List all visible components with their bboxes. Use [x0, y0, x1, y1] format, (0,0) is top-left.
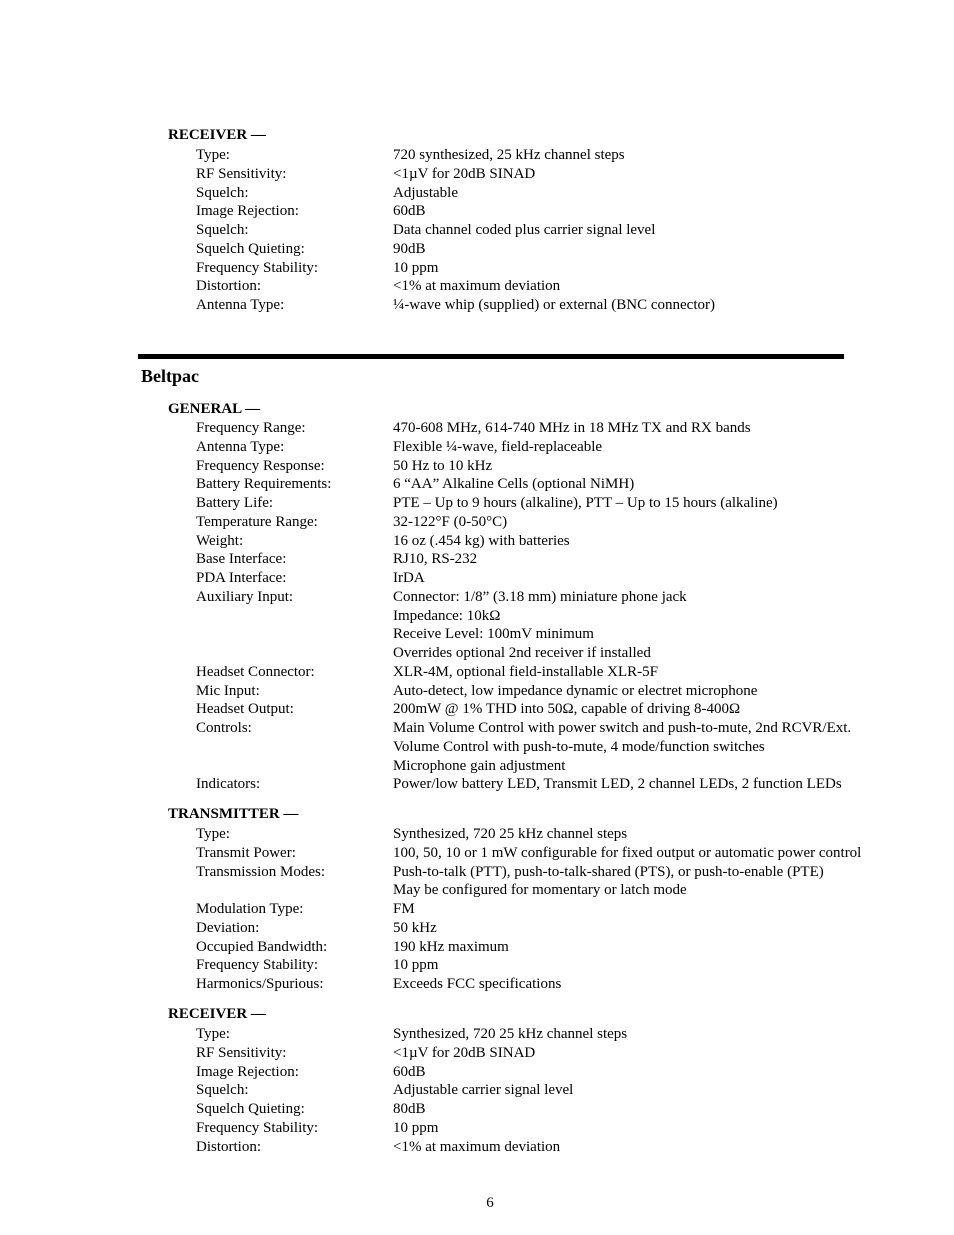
spec-value: [393, 719, 896, 775]
spec-row: [196, 588, 896, 663]
spec-row: [196, 259, 896, 278]
spec-value-line: 50 kHz: [393, 919, 437, 936]
spec-row: [196, 1063, 896, 1082]
spec-value-line: 60dB: [393, 203, 426, 220]
spec-row: [196, 494, 896, 513]
spec-label: PDA Interface:: [196, 570, 287, 586]
spec-value-line: Adjustable: [393, 184, 458, 201]
spec-value-line: 32-122°F (0-50°C): [393, 513, 508, 530]
spec-label: Battery Life:: [196, 495, 274, 511]
spec-row: [196, 1119, 896, 1138]
spec-label: Squelch:: [196, 1082, 249, 1099]
spec-row: [196, 863, 896, 901]
spec-row: [196, 1100, 896, 1119]
spec-value: [393, 682, 896, 701]
spec-row: [196, 438, 896, 457]
spec-value: [393, 532, 896, 551]
spec-value-line: Impedance: 10kΩ: [393, 607, 501, 624]
spec-row: [196, 550, 896, 569]
spec-value: [393, 438, 896, 457]
spec-label: Transmit Power:: [196, 844, 296, 861]
spec-label: Squelch:: [196, 184, 249, 201]
spec-label: Temperature Range:: [196, 513, 318, 530]
spec-label: Transmission Modes:: [196, 863, 326, 880]
spec-value-line: Receive Level: 100mV minimum: [393, 626, 594, 643]
spec-label: Headset Output:: [196, 701, 294, 718]
spec-row: [196, 296, 896, 315]
beltpac-title: Beltpac: [141, 366, 199, 386]
beltpac-receiver-section-heading: RECEIVER —: [168, 1006, 266, 1022]
spec-value: [393, 975, 896, 994]
spec-label: Frequency Stability:: [196, 259, 319, 276]
spec-value-line: 90dB: [393, 240, 426, 257]
spec-value-line: PTE – Up to 9 hours (alkaline), PTT – Up to 15 hours (alkaline): [393, 495, 778, 511]
spec-row: [196, 938, 896, 957]
receiver-section-heading: RECEIVER —: [168, 127, 266, 143]
spec-value: [393, 825, 896, 844]
spec-label: Image Rejection:: [196, 1063, 299, 1080]
spec-value-line: 100, 50, 10 or 1 mW configurable for fixed output or automatic power control: [393, 844, 862, 861]
spec-value: [393, 569, 896, 588]
spec-value-line: 470-608 MHz, 614-740 MHz in 18 MHz TX and RX bands: [393, 420, 751, 436]
spec-row: [196, 146, 896, 165]
spec-label: Squelch Quieting:: [196, 1101, 305, 1117]
spec-label: Antenna Type:: [196, 438, 285, 455]
spec-label: Battery Requirements:: [196, 476, 332, 493]
spec-value-line: Exceeds FCC specifications: [393, 976, 562, 992]
spec-row: [196, 1025, 896, 1044]
spec-value: [393, 1138, 896, 1157]
spec-value: [393, 1063, 896, 1082]
spec-row: [196, 184, 896, 203]
spec-label: RF Sensitivity:: [196, 1044, 287, 1061]
spec-value: [393, 240, 896, 259]
spec-value: [393, 184, 896, 203]
spec-value-line: 80dB: [393, 1101, 426, 1117]
spec-value: [393, 663, 896, 682]
spec-value-line: ¼-wave whip (supplied) or external (BNC connector): [393, 297, 715, 313]
spec-value-line: Auto-detect, low impedance dynamic or electret microphone: [393, 682, 758, 699]
spec-row: [196, 513, 896, 532]
spec-label: Frequency Stability:: [196, 1119, 319, 1136]
spec-row: [196, 475, 896, 494]
spec-label: Mic Input:: [196, 682, 260, 699]
spec-value-line: Connector: 1/8” (3.18 mm) miniature phone jack: [393, 588, 687, 605]
spec-value: [393, 863, 896, 901]
spec-label: Frequency Range:: [196, 420, 306, 436]
receiver-spec-list: [196, 146, 896, 315]
spec-value-line: 200mW @ 1% THD into 50Ω, capable of driving 8-400Ω: [393, 701, 741, 718]
beltpac-receiver-spec-list: [196, 1025, 896, 1156]
spec-row: [196, 956, 896, 975]
spec-value-line: 190 kHz maximum: [393, 938, 509, 955]
spec-value-line: IrDA: [393, 570, 425, 586]
spec-value-line: 50 Hz to 10 kHz: [393, 457, 493, 474]
spec-value: [393, 1100, 896, 1119]
spec-row: [196, 844, 896, 863]
spec-label: RF Sensitivity:: [196, 165, 287, 182]
spec-row: [196, 569, 896, 588]
spec-value: [393, 956, 896, 975]
spec-value: [393, 277, 896, 296]
spec-value: [393, 919, 896, 938]
spec-value: [393, 775, 896, 794]
spec-row: [196, 532, 896, 551]
spec-label: Harmonics/Spurious:: [196, 976, 324, 992]
spec-value-line: XLR-4M, optional field-installable XLR-5F: [393, 663, 658, 680]
spec-value: [393, 457, 896, 476]
spec-value-line: Flexible ¼-wave, field-replaceable: [393, 438, 603, 455]
spec-value-line: Power/low battery LED, Transmit LED, 2 channel LEDs, 2 function LEDs: [393, 776, 842, 793]
spec-value-line: Adjustable carrier signal level: [393, 1082, 574, 1099]
page-number: 6: [486, 1195, 494, 1211]
spec-label: Frequency Stability:: [196, 957, 319, 974]
spec-value-line: 6 “AA” Alkaline Cells (optional NiMH): [393, 476, 635, 493]
spec-value: [393, 938, 896, 957]
spec-label: Modulation Type:: [196, 901, 304, 917]
spec-row: [196, 457, 896, 476]
spec-row: [196, 719, 896, 775]
spec-value-line: Microphone gain adjustment: [393, 757, 566, 774]
spec-value: [393, 494, 896, 513]
general-spec-list: [196, 419, 896, 794]
spec-row: [196, 1138, 896, 1157]
spec-row: [196, 277, 896, 296]
spec-value-line: FM: [393, 901, 415, 917]
spec-value: [393, 1081, 896, 1100]
general-section-heading: GENERAL —: [168, 401, 261, 417]
spec-row: [196, 202, 896, 221]
spec-value: [393, 259, 896, 278]
spec-value-line: <1% at maximum deviation: [393, 1138, 561, 1155]
spec-value: [393, 296, 896, 315]
spec-label: Indicators:: [196, 776, 261, 793]
spec-row: [196, 240, 896, 259]
spec-label: Auxiliary Input:: [196, 588, 294, 605]
spec-row: [196, 419, 896, 438]
spec-value: [393, 221, 896, 240]
spec-label: Deviation:: [196, 919, 260, 936]
spec-value-line: <1% at maximum deviation: [393, 278, 561, 295]
spec-value: [393, 900, 896, 919]
spec-label: Frequency Response:: [196, 457, 325, 474]
transmitter-spec-list: [196, 825, 896, 994]
spec-label: Type:: [196, 826, 230, 842]
spec-value-line: Synthesized, 720 25 kHz channel steps: [393, 1026, 628, 1042]
spec-value: [393, 419, 896, 438]
spec-row: [196, 1044, 896, 1063]
spec-label: Controls:: [196, 720, 252, 736]
spec-label: Image Rejection:: [196, 203, 299, 220]
spec-value: [393, 146, 896, 165]
spec-row: [196, 663, 896, 682]
spec-row: [196, 165, 896, 184]
spec-value: [393, 202, 896, 221]
spec-value-line: Overrides optional 2nd receiver if installed: [393, 645, 651, 661]
section-divider: [138, 354, 844, 359]
spec-value: [393, 588, 896, 663]
spec-value: [393, 1119, 896, 1138]
spec-label: Weight:: [196, 532, 244, 549]
spec-value: [393, 550, 896, 569]
spec-label: Antenna Type:: [196, 297, 285, 313]
spec-label: Type:: [196, 1026, 230, 1042]
spec-label: Occupied Bandwidth:: [196, 938, 328, 955]
spec-value: [393, 513, 896, 532]
spec-value-line: 60dB: [393, 1063, 426, 1080]
spec-value-line: 10 ppm: [393, 259, 439, 276]
spec-label: Headset Connector:: [196, 663, 315, 680]
spec-value-line: May be configured for momentary or latch mode: [393, 882, 687, 899]
spec-value-line: <1µV for 20dB SINAD: [393, 1044, 536, 1061]
spec-value: [393, 475, 896, 494]
spec-row: [196, 775, 896, 794]
spec-value-line: Synthesized, 720 25 kHz channel steps: [393, 826, 628, 842]
spec-row: [196, 825, 896, 844]
spec-row: [196, 221, 896, 240]
spec-label: Base Interface:: [196, 551, 287, 568]
spec-row: [196, 700, 896, 719]
spec-value-line: 720 synthesized, 25 kHz channel steps: [393, 147, 625, 163]
spec-label: Squelch Quieting:: [196, 240, 305, 257]
spec-value: [393, 165, 896, 184]
spec-value-line: Main Volume Control with power switch and push-to-mute, 2nd RCVR/Ext.: [393, 720, 852, 736]
spec-label: Type:: [196, 147, 230, 163]
spec-value-line: 16 oz (.454 kg) with batteries: [393, 532, 570, 549]
spec-value-line: Volume Control with push-to-mute, 4 mode/function switches: [393, 738, 765, 755]
spec-row: [196, 919, 896, 938]
spec-value-line: 10 ppm: [393, 1119, 439, 1136]
spec-value-line: 10 ppm: [393, 957, 439, 974]
spec-row: [196, 1081, 896, 1100]
spec-value-line: <1µV for 20dB SINAD: [393, 165, 536, 182]
spec-row: [196, 900, 896, 919]
spec-value: [393, 700, 896, 719]
transmitter-section-heading: TRANSMITTER —: [168, 806, 299, 822]
spec-row: [196, 682, 896, 701]
spec-value: [393, 844, 896, 863]
spec-value-line: RJ10, RS-232: [393, 551, 478, 568]
spec-value-line: Data channel coded plus carrier signal level: [393, 222, 656, 238]
spec-value: [393, 1044, 896, 1063]
spec-value: [393, 1025, 896, 1044]
spec-label: Squelch:: [196, 222, 249, 238]
spec-label: Distortion:: [196, 278, 262, 295]
spec-value-line: Push-to-talk (PTT), push-to-talk-shared (PTS), or push-to-enable (PTE): [393, 863, 824, 880]
spec-row: [196, 975, 896, 994]
spec-label: Distortion:: [196, 1138, 262, 1155]
